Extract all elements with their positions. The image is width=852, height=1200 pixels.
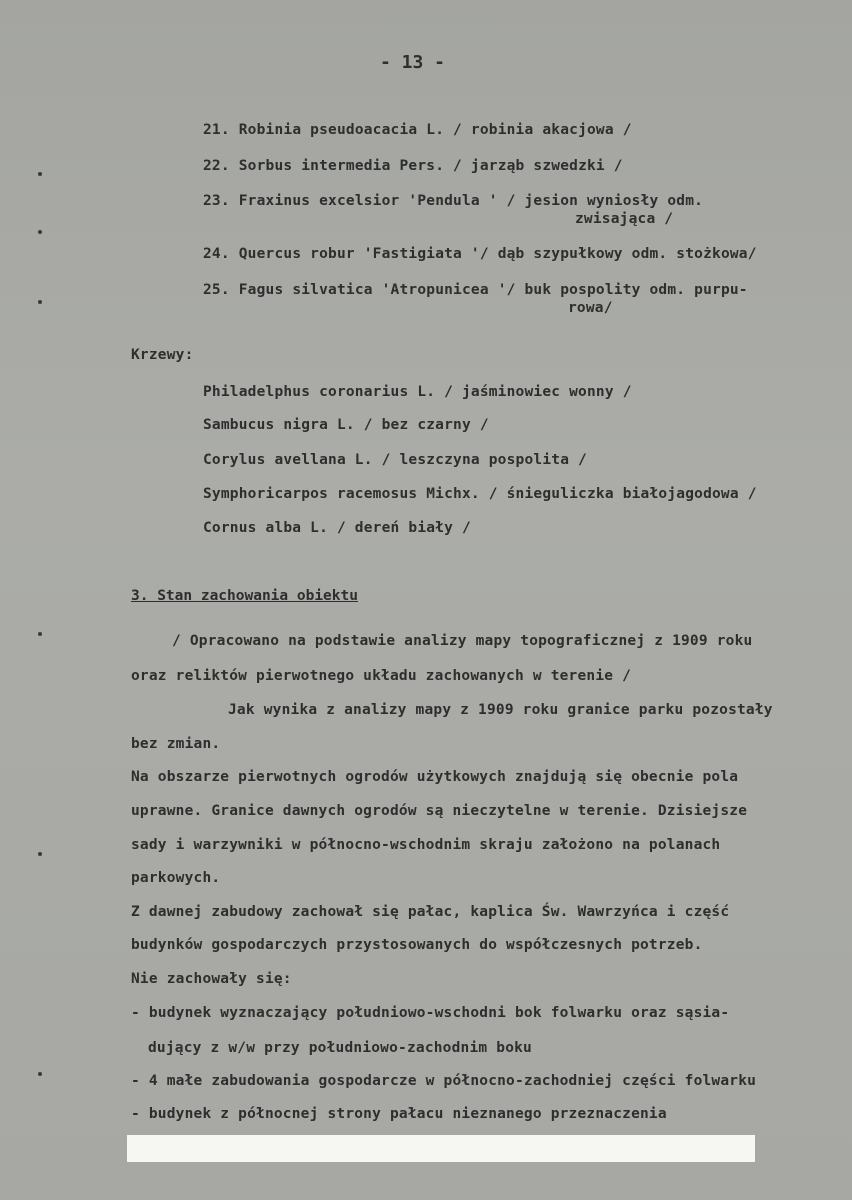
tree-item <box>203 122 632 138</box>
tree-text: Robinia pseudoacacia L. / robinia akacjowa / <box>238 122 632 138</box>
paragraph-line: sady i warzywniki w północno-wschodnim skraju założono na polanach <box>131 837 721 853</box>
tree-number: 23. <box>203 193 230 209</box>
redaction-strip <box>127 1135 755 1162</box>
shrub-item: Cornus alba L. / dereń biały / <box>203 520 471 536</box>
paragraph-line: parkowych. <box>131 870 221 886</box>
paragraph-line: uprawne. Granice dawnych ogrodów są nieczytelne w terenie. Dzisiejsze <box>131 803 748 819</box>
tree-item <box>203 246 757 262</box>
shrub-item: Corylus avellana L. / leszczyna pospolita / <box>203 452 587 468</box>
shrub-item: Symphoricarpos racemosus Michx. / śnieguliczka białojagodowa / <box>203 486 757 502</box>
paragraph-line: budynków gospodarczych przystosowanych do współczesnych potrzeb. <box>131 937 703 953</box>
paragraph-line: - 4 małe zabudowania gospodarcze w północno-zachodniej części folwarku <box>131 1073 757 1089</box>
tree-number: 25. <box>203 282 230 298</box>
section-heading: 3. Stan zachowania obiektu <box>131 588 358 604</box>
tree-number: 24. <box>203 246 230 262</box>
tree-text: Sorbus intermedia Pers. / jarząb szwedzki / <box>238 158 623 174</box>
paragraph-line: Jak wynika z analizy mapy z 1909 roku granice parku pozostały <box>228 702 773 718</box>
punch-hole-mark <box>38 230 42 234</box>
punch-hole-mark <box>38 632 42 636</box>
tree-item <box>203 282 748 298</box>
tree-text-continuation: rowa/ <box>568 300 613 316</box>
tree-number: 21. <box>203 122 230 138</box>
paragraph-line: Nie zachowały się: <box>131 971 292 987</box>
paragraph-line: dujący z w/w przy południowo-zachodnim boku <box>148 1040 532 1056</box>
paragraph-line: bez zmian. <box>131 736 221 752</box>
paragraph-line: Na obszarze pierwotnych ogrodów użytkowych znajdują się obecnie pola <box>131 769 739 785</box>
shrub-item: Sambucus nigra L. / bez czarny / <box>203 417 489 433</box>
shrubs-heading: Krzewy: <box>131 347 194 363</box>
punch-hole-mark <box>38 1072 42 1076</box>
paragraph-line: Z dawnej zabudowy zachował się pałac, kaplica Św. Wawrzyńca i część <box>131 904 730 920</box>
paragraph-line: - budynek wyznaczający południowo-wschodni bok folwarku oraz sąsia- <box>131 1005 730 1021</box>
page-number: - 13 - <box>380 52 446 73</box>
tree-number: 22. <box>203 158 230 174</box>
tree-item <box>203 193 703 209</box>
punch-hole-mark <box>38 172 42 176</box>
tree-text-continuation: zwisająca / <box>575 211 674 227</box>
tree-text: Fraxinus excelsior 'Pendula ' / jesion wyniosły odm. <box>238 193 704 209</box>
tree-item <box>203 158 623 174</box>
shrub-item: Philadelphus coronarius L. / jaśminowiec wonny / <box>203 384 632 400</box>
paragraph-line: oraz reliktów pierwotnego układu zachowanych w terenie / <box>131 668 632 684</box>
tree-text: Fagus silvatica 'Atropunicea '/ buk pospolity odm. purpu- <box>238 282 748 298</box>
punch-hole-mark <box>38 852 42 856</box>
paragraph-line: - budynek z północnej strony pałacu nieznanego przeznaczenia <box>131 1106 667 1122</box>
tree-text: Quercus robur 'Fastigiata '/ dąb szypułkowy odm. stożkowa/ <box>238 246 757 262</box>
punch-hole-mark <box>38 300 42 304</box>
paragraph-line: / Opracowano na podstawie analizy mapy topograficznej z 1909 roku <box>172 633 753 649</box>
